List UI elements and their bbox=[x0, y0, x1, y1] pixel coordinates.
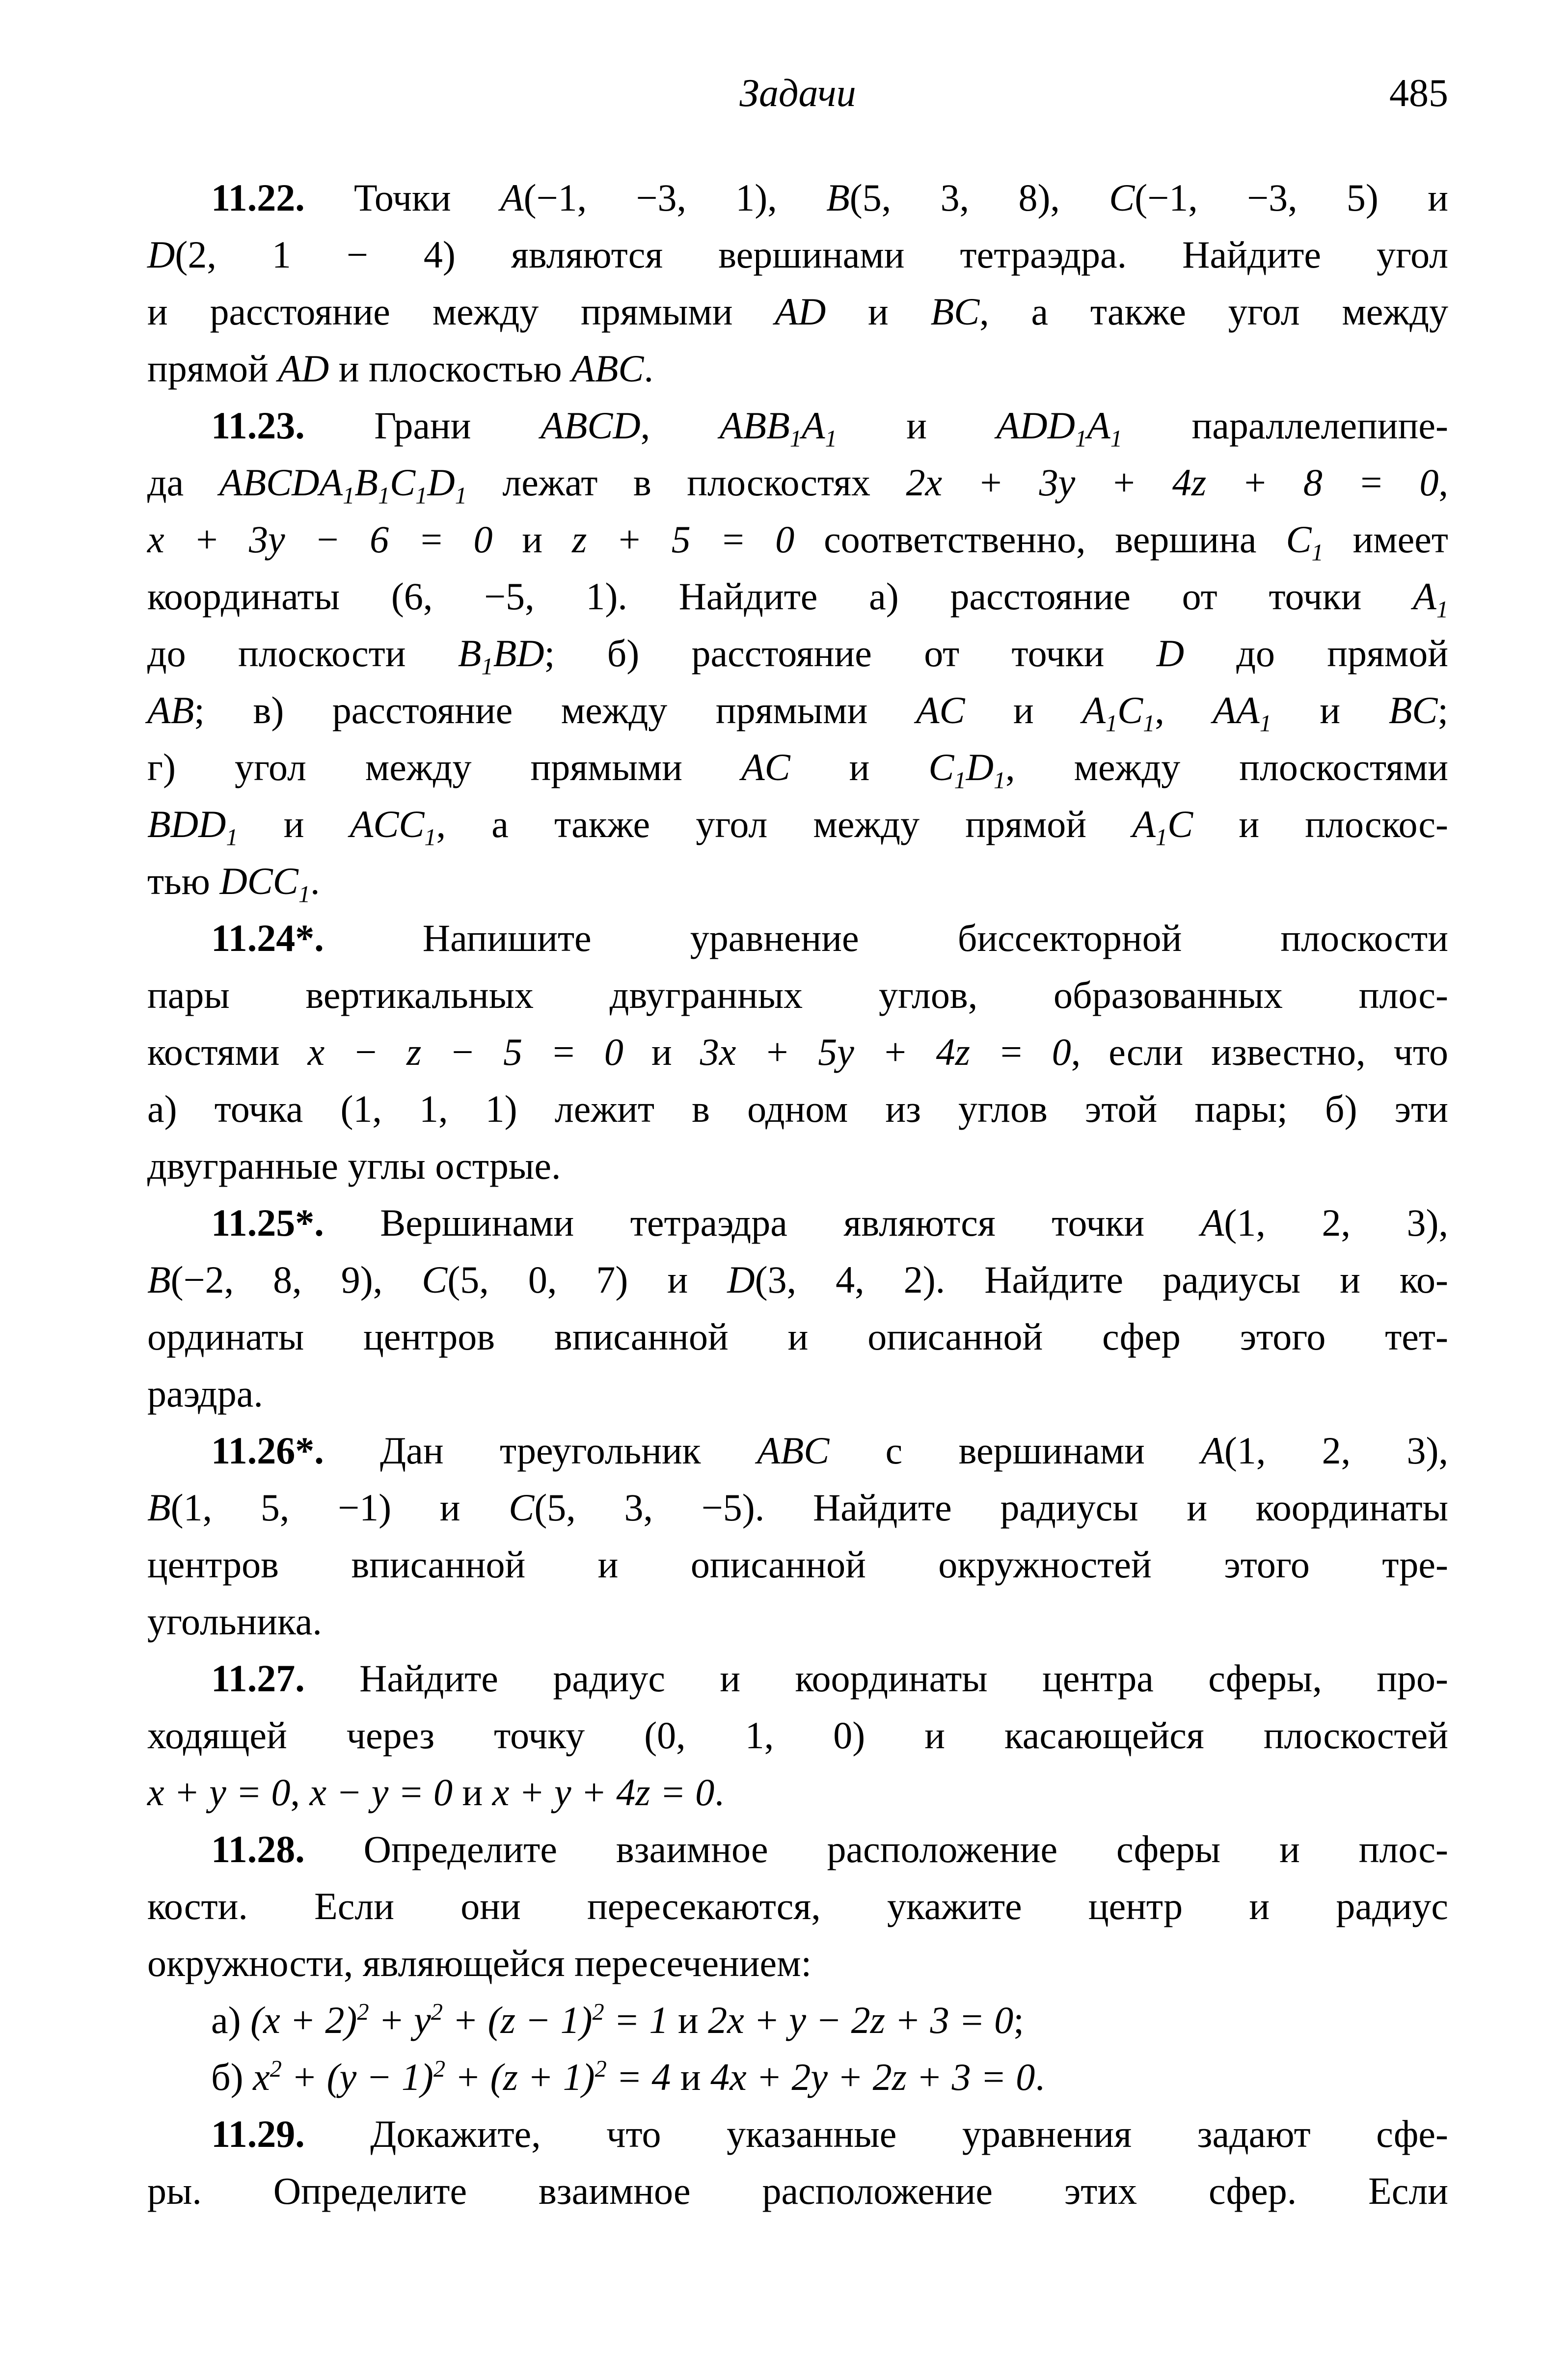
text-line bbox=[147, 853, 1448, 910]
body-text: и bbox=[826, 290, 931, 333]
body-text: Дан треугольник bbox=[324, 1429, 757, 1472]
text-line bbox=[147, 1365, 1448, 1422]
body-text: (5, 3, −5). Найдите радиусы и координаты bbox=[534, 1486, 1448, 1529]
text-line bbox=[147, 1194, 1448, 1251]
body-text: и bbox=[238, 803, 350, 845]
math-text: A bbox=[1200, 1201, 1224, 1244]
text-line bbox=[147, 625, 1448, 682]
problem-number: 11.26*. bbox=[211, 1429, 324, 1472]
math-text: 2x + y − 2z + 3 = 0 bbox=[708, 1999, 1014, 2041]
text-line bbox=[147, 1935, 1448, 1992]
body-text: двугранные углы острые. bbox=[147, 1144, 561, 1187]
math-text: $ABB_1A_1$ bbox=[719, 404, 837, 452]
body-text: и bbox=[668, 1999, 708, 2041]
body-text: Напишите уравнение биссекторной плоскости bbox=[324, 917, 1448, 959]
body-text: лежат в плоскостях bbox=[466, 461, 906, 504]
text-line bbox=[147, 910, 1448, 967]
text-line bbox=[147, 340, 1448, 397]
body-text: (5, 3, 8), bbox=[849, 176, 1109, 219]
body-text: . bbox=[644, 347, 653, 390]
text-line bbox=[147, 2106, 1448, 2163]
text-line bbox=[147, 1992, 1448, 2049]
body-text: тью bbox=[147, 860, 220, 902]
body-text: (3, 4, 2). Найдите радиусы и ко- bbox=[755, 1258, 1448, 1301]
text-line bbox=[147, 1821, 1448, 1878]
math-text: $ADD_1A_1$ bbox=[996, 404, 1122, 452]
math-text: AC bbox=[741, 746, 790, 788]
math-text: D bbox=[727, 1258, 755, 1301]
math-text: A bbox=[1201, 1429, 1224, 1472]
math-text: x + y = 0 bbox=[147, 1771, 291, 1814]
body-text: , bbox=[290, 1771, 310, 1814]
body-text: и bbox=[790, 746, 929, 788]
body-text: да bbox=[147, 461, 219, 504]
text-line bbox=[147, 682, 1448, 739]
math-text: AC bbox=[916, 689, 965, 731]
body-text: и плоскос- bbox=[1193, 803, 1448, 845]
text-line bbox=[147, 1251, 1448, 1308]
text-line bbox=[147, 967, 1448, 1024]
text-line bbox=[147, 2049, 1448, 2106]
body-text: ходящей через точку (0, 1, 0) и касающейся плоскостей bbox=[147, 1714, 1448, 1757]
text-line bbox=[147, 397, 1448, 454]
math-text: B bbox=[147, 1258, 171, 1301]
math-text: D bbox=[1156, 632, 1185, 675]
text-line bbox=[147, 169, 1448, 226]
text-line bbox=[147, 1764, 1448, 1821]
math-text: 4x + 2y + 2z + 3 = 0 bbox=[710, 2056, 1035, 2098]
body-text: , между плоскостями bbox=[1005, 746, 1448, 788]
math-text: B bbox=[147, 1486, 171, 1529]
math-text: C bbox=[422, 1258, 448, 1301]
text-line bbox=[147, 2163, 1448, 2220]
text-line bbox=[147, 1308, 1448, 1365]
page-number: 485 bbox=[1389, 72, 1448, 115]
body-text: и bbox=[837, 404, 997, 447]
body-text: , bbox=[1438, 461, 1448, 504]
math-text: $A_1$ bbox=[1413, 575, 1448, 623]
math-text: D bbox=[147, 233, 175, 276]
text-line bbox=[147, 226, 1448, 283]
body-text: центров вписанной и описанной окружностей этого тре- bbox=[147, 1543, 1448, 1586]
body-text: ; bbox=[1013, 1999, 1024, 2041]
body-text: (−1, −3, 5) и bbox=[1135, 176, 1448, 219]
body-text: и bbox=[453, 1771, 492, 1814]
body-text: . bbox=[1035, 2056, 1045, 2098]
body-text: (1, 2, 3), bbox=[1224, 1201, 1448, 1244]
math-text: $A_1C$ bbox=[1132, 803, 1193, 851]
math-text: $B_1BD$ bbox=[458, 632, 544, 680]
math-text: ABC bbox=[571, 347, 644, 390]
body-text: Точки bbox=[304, 176, 501, 219]
body-text: прямой bbox=[147, 347, 278, 390]
text-line bbox=[147, 796, 1448, 853]
math-text: 2x + 3y + 4z + 8 = 0 bbox=[906, 461, 1439, 504]
body-text: , а также угол между bbox=[979, 290, 1448, 333]
text-line bbox=[147, 1878, 1448, 1935]
body-text: соответственно, вершина bbox=[794, 518, 1286, 561]
body-text: Грани bbox=[304, 404, 541, 447]
body-text: костями bbox=[147, 1030, 308, 1073]
math-text: $AA_1$ bbox=[1213, 689, 1271, 737]
body-text: и bbox=[492, 518, 572, 561]
body-text: кости. Если они пересекаются, укажите центр и радиус bbox=[147, 1885, 1448, 1927]
body-text: с вершинами bbox=[829, 1429, 1201, 1472]
text-line bbox=[147, 739, 1448, 796]
body-text: , а также угол между прямой bbox=[436, 803, 1133, 845]
math-text: z + 5 = 0 bbox=[572, 518, 795, 561]
body-text: пары вертикальных двугранных углов, образованных плос- bbox=[147, 974, 1448, 1016]
math-text: $A_1C_1$ bbox=[1082, 689, 1155, 737]
body-text: (−2, 8, 9), bbox=[170, 1258, 422, 1301]
text-line bbox=[147, 454, 1448, 511]
body-text: . bbox=[310, 860, 320, 902]
text-line bbox=[147, 1137, 1448, 1194]
body-text: , если известно, что bbox=[1071, 1030, 1448, 1073]
math-text: $(x + 2)^2 + y^2 + (z - 1)^2 = 1$ bbox=[250, 1999, 669, 2041]
body-text: раэдра. bbox=[147, 1372, 263, 1415]
math-text: BC bbox=[930, 290, 980, 333]
body-text: (2, 1 − 4) являются вершинами тетраэдра. Найдите угол bbox=[175, 233, 1448, 276]
body-text: ры. Определите взаимное расположение этих сфер. Если bbox=[147, 2169, 1448, 2212]
text-line bbox=[147, 1593, 1448, 1650]
body-text: а) точка (1, 1, 1) лежит в одном из углов этой пары; б) эти bbox=[147, 1087, 1448, 1130]
math-text: $BDD_1$ bbox=[147, 803, 238, 851]
body-text: , bbox=[1155, 689, 1213, 731]
body-text: ; bbox=[1437, 689, 1449, 731]
body-text: ; б) расстояние от точки bbox=[544, 632, 1157, 675]
text-line bbox=[147, 1536, 1448, 1593]
body-text: (−1, −3, 1), bbox=[523, 176, 827, 219]
body-text: Докажите, что указанные уравнения задают сфе- bbox=[304, 2112, 1448, 2155]
body-text: до плоскости bbox=[147, 632, 458, 675]
math-text: $x^2 + (y - 1)^2 + (z + 1)^2 = 4$ bbox=[253, 2056, 671, 2098]
math-text: x − y = 0 bbox=[309, 1771, 453, 1814]
math-text: $ABCDA_1B_1C_1D_1$ bbox=[219, 461, 467, 509]
problem-number: 11.29. bbox=[211, 2112, 305, 2155]
problem-number: 11.27. bbox=[211, 1657, 305, 1700]
body-text: координаты (6, −5, 1). Найдите а) расстояние от точки bbox=[147, 575, 1413, 618]
math-text: A bbox=[500, 176, 524, 219]
body-text: б) bbox=[211, 2056, 253, 2098]
math-text: x + y + 4z = 0 bbox=[492, 1771, 715, 1814]
math-text: ABC bbox=[757, 1429, 830, 1472]
math-text: $DCC_1$ bbox=[219, 860, 311, 908]
math-text: C bbox=[1109, 176, 1135, 219]
body-text: (1, 5, −1) и bbox=[170, 1486, 509, 1529]
problem-number: 11.25*. bbox=[211, 1201, 324, 1244]
body-text: и bbox=[671, 2056, 711, 2098]
text-line bbox=[147, 1024, 1448, 1081]
body-text: , bbox=[640, 404, 720, 447]
page-header bbox=[147, 69, 1448, 123]
math-text: x + 3y − 6 = 0 bbox=[147, 518, 493, 561]
body-text: ординаты центров вписанной и описанной сфер этого тет- bbox=[147, 1315, 1448, 1358]
problem-number: 11.22. bbox=[211, 176, 305, 219]
math-text: $C_1$ bbox=[1286, 518, 1324, 566]
text-line bbox=[147, 1081, 1448, 1137]
text-line bbox=[147, 1707, 1448, 1764]
problem-number: 11.24*. bbox=[211, 917, 324, 959]
body-text: а) bbox=[211, 1999, 251, 2041]
body-text: Вершинами тетраэдра являются точки bbox=[324, 1201, 1201, 1244]
body-text: (1, 2, 3), bbox=[1224, 1429, 1449, 1472]
text-line bbox=[147, 283, 1448, 340]
math-text: B bbox=[826, 176, 850, 219]
math-text: AB bbox=[147, 689, 194, 731]
text-block bbox=[147, 169, 1448, 2220]
problem-number: 11.23. bbox=[211, 404, 305, 447]
body-text: окружности, являющейся пересечением: bbox=[147, 1942, 812, 1984]
math-text: 3x + 5y + 4z = 0 bbox=[700, 1030, 1071, 1073]
body-text: параллелепипе- bbox=[1122, 404, 1448, 447]
math-text: ABCD bbox=[541, 404, 641, 447]
math-text: $C_1D_1$ bbox=[928, 746, 1006, 794]
body-text: (5, 0, 7) и bbox=[447, 1258, 728, 1301]
math-text: C bbox=[509, 1486, 535, 1529]
body-text: и плоскостью bbox=[329, 347, 572, 390]
body-text: Определите взаимное расположение сферы и плос- bbox=[304, 1828, 1448, 1870]
math-text: x − z − 5 = 0 bbox=[307, 1030, 623, 1073]
math-text: AD bbox=[278, 347, 329, 390]
problem-number: 11.28. bbox=[211, 1828, 305, 1870]
body-text: и расстояние между прямыми bbox=[147, 290, 775, 333]
body-text: и bbox=[965, 689, 1082, 731]
math-text: BC bbox=[1388, 689, 1438, 731]
text-line bbox=[147, 568, 1448, 625]
body-text: Найдите радиус и координаты центра сферы, про- bbox=[304, 1657, 1448, 1700]
text-line bbox=[147, 511, 1448, 568]
page-header-title: Задачи bbox=[739, 72, 856, 115]
text-line bbox=[147, 1479, 1448, 1536]
body-text: г) угол между прямыми bbox=[147, 746, 741, 788]
math-text: $ACC_1$ bbox=[350, 803, 436, 851]
body-text: до прямой bbox=[1184, 632, 1448, 675]
body-text: угольника. bbox=[147, 1600, 322, 1643]
text-line bbox=[147, 1422, 1448, 1479]
body-text: . bbox=[714, 1771, 724, 1814]
body-text: и bbox=[1271, 689, 1389, 731]
body-text: и bbox=[623, 1030, 700, 1073]
math-text: AD bbox=[775, 290, 826, 333]
text-line bbox=[147, 1650, 1448, 1707]
body-text: имеет bbox=[1323, 518, 1448, 561]
body-text: ; в) расстояние между прямыми bbox=[194, 689, 916, 731]
